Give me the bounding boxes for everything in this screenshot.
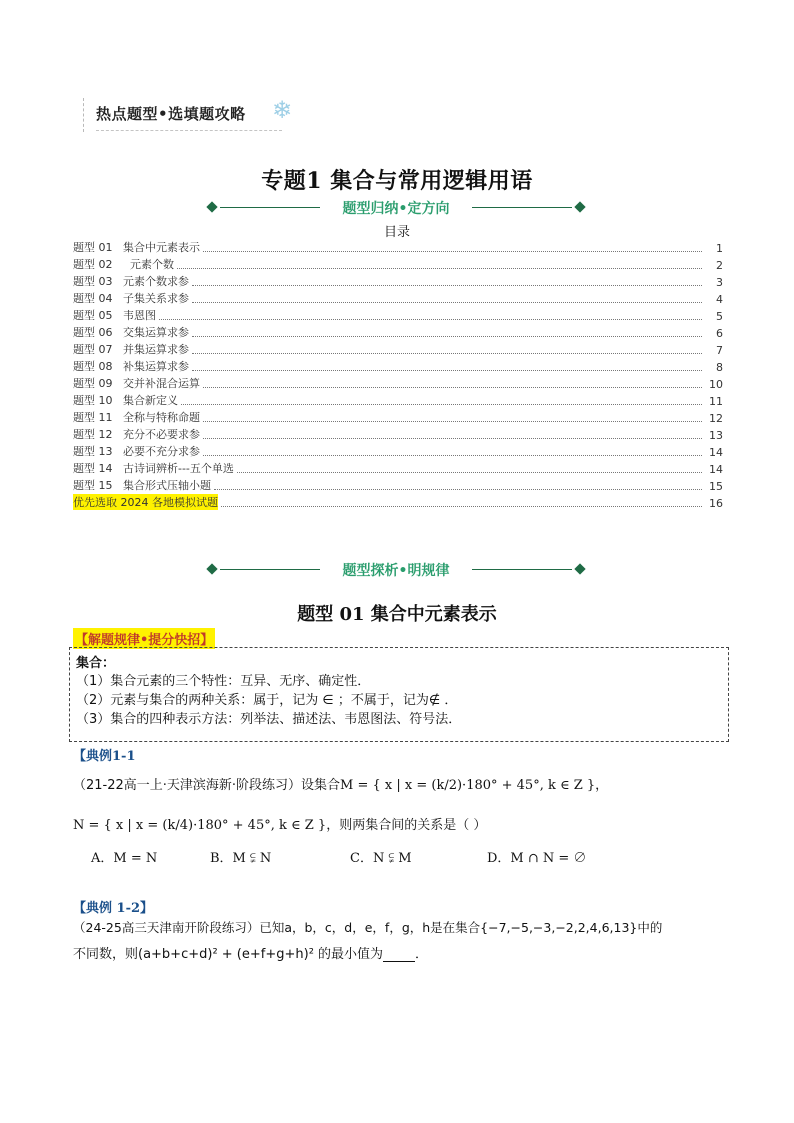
toc-leader-dots xyxy=(203,387,702,388)
toc-item-page: 5 xyxy=(716,310,723,323)
toc-leader-dots xyxy=(203,455,702,456)
toc-item-page: 1 xyxy=(716,242,723,255)
example-question: （21-22高一上·天津滨海新·阶段练习）设集合M = { x | x = (k/2)·180° + 45°, k ∈ Z }， xyxy=(73,778,609,793)
toc-item-page: 4 xyxy=(716,293,723,306)
tip-line: （2）元素与集合的两种关系：属于，记为 ∈ ；不属于，记为∉ ． xyxy=(76,693,458,708)
banner-summary xyxy=(206,198,586,218)
example2-text-cont xyxy=(73,943,428,962)
set-m-formula: M = { x | x = (k/2)·180° + 45°, k ∈ Z } xyxy=(340,778,596,793)
toc-item-page: 3 xyxy=(716,276,723,289)
toc-item[interactable] xyxy=(73,357,723,374)
banner-analysis-text: 题型探析•明规律 xyxy=(342,563,450,579)
option-c[interactable]: C．N ⫋ M xyxy=(350,851,412,866)
example-source: （21-22高一上·天津滨海新·阶段练习）设集合 xyxy=(73,778,341,793)
toc-item[interactable] xyxy=(73,323,723,340)
toc-item-page: 14 xyxy=(709,446,723,459)
toc-leader-dots xyxy=(192,370,702,371)
banner-analysis xyxy=(206,560,586,580)
toc-item-page: 16 xyxy=(709,497,723,510)
option-a[interactable]: A．M = N xyxy=(91,851,158,866)
toc-item[interactable] xyxy=(73,374,723,391)
toc-item-page: 7 xyxy=(716,344,723,357)
toc-item-label: 题型 15 集合形式压轴小题 xyxy=(73,479,211,492)
toc-item-label: 题型 02 元素个数 xyxy=(73,258,174,271)
example-question-cont xyxy=(73,814,486,833)
toc-item-label: 题型 10 集合新定义 xyxy=(73,394,178,407)
set-n-formula: N = { x | x = (k/4)·180° + 45°, k ∈ Z } xyxy=(73,818,327,833)
header-tag: 热点题型•选填题攻略 xyxy=(96,105,246,123)
toc-item-page: 6 xyxy=(716,327,723,340)
toc-item-label: 题型 06 交集运算求参 xyxy=(73,326,189,339)
toc-leader-dots xyxy=(203,438,702,439)
toc-item[interactable] xyxy=(73,272,723,289)
toc-leader-dots xyxy=(159,319,702,320)
toc-item-label: 题型 08 补集运算求参 xyxy=(73,360,189,373)
toc-leader-dots xyxy=(237,472,702,473)
toc-item-label: 优先选取 2024 各地模拟试题 xyxy=(73,496,218,509)
toc-leader-dots xyxy=(214,489,702,490)
example-label: 【典例 1-2】 xyxy=(73,901,154,916)
toc-item-page: 12 xyxy=(709,412,723,425)
section-title: 题型 01 集合中元素表示 xyxy=(297,604,497,625)
example2-end: ． xyxy=(415,947,429,962)
tip-line: （3）集合的四种表示方法：列举法、描述法、韦恩图法、符号法． xyxy=(76,712,462,727)
answer-blank xyxy=(383,949,415,962)
option-d[interactable]: D．M ∩ N = ∅ xyxy=(487,851,587,866)
toc-leader-dots xyxy=(203,421,702,422)
toc-item[interactable] xyxy=(73,476,723,493)
tip-line: （1）集合元素的三个特性：互异、无序、确定性． xyxy=(76,674,371,689)
toc-leader-dots xyxy=(192,285,702,286)
toc-item[interactable] xyxy=(73,442,723,459)
toc-leader-dots xyxy=(203,251,702,252)
toc-item-page: 11 xyxy=(709,395,723,408)
option-b[interactable]: B．M ⫋ N xyxy=(210,851,272,866)
header-divider xyxy=(83,98,84,132)
toc-item[interactable] xyxy=(73,459,723,476)
question-text: ，则两集合间的关系是（ ） xyxy=(326,818,487,833)
example2-formula: 不同数，则(a+b+c+d)² + (e+f+g+h)² 的最小值为 xyxy=(73,947,384,962)
toc-item-label: 题型 01 集合中元素表示 xyxy=(73,241,200,254)
toc-item-label: 题型 03 元素个数求参 xyxy=(73,275,189,288)
tip-heading: 集合： xyxy=(76,656,116,671)
toc-item-page: 14 xyxy=(709,463,723,476)
toc-item-page: 10 xyxy=(709,378,723,391)
toc-item-label: 题型 07 并集运算求参 xyxy=(73,343,189,356)
toc-item[interactable] xyxy=(73,238,723,255)
tip-label: 【解题规律•提分快招】 xyxy=(73,628,215,649)
toc-item-label: 题型 05 韦恩图 xyxy=(73,309,156,322)
toc-item[interactable] xyxy=(73,425,723,442)
toc-leader-dots xyxy=(221,506,702,507)
toc-item-label: 题型 13 必要不充分求参 xyxy=(73,445,200,458)
toc-leader-dots xyxy=(177,268,702,269)
toc-item-label: 题型 09 交并补混合运算 xyxy=(73,377,200,390)
toc-item-label: 题型 04 子集关系求参 xyxy=(73,292,189,305)
toc-leader-dots xyxy=(181,404,702,405)
document-title: 专题1 集合与常用逻辑用语 xyxy=(261,168,533,194)
toc-leader-dots xyxy=(192,353,702,354)
toc-item-page: 8 xyxy=(716,361,723,374)
toc-item-page: 15 xyxy=(709,480,723,493)
toc-leader-dots xyxy=(192,302,702,303)
toc-item[interactable] xyxy=(73,255,723,272)
toc-item[interactable] xyxy=(73,289,723,306)
toc-item[interactable] xyxy=(73,306,723,323)
snowflake-icon: ❄ xyxy=(272,96,293,124)
toc-item-page: 2 xyxy=(716,259,723,272)
banner-summary-text: 题型归纳•定方向 xyxy=(342,201,450,217)
toc-item[interactable] xyxy=(73,493,723,510)
toc-item-label: 题型 14 古诗词辨析---五个单选 xyxy=(73,462,234,475)
toc-item-label: 题型 12 充分不必要求参 xyxy=(73,428,200,441)
example-label: 【典例1-1 xyxy=(73,749,136,764)
example2-text: （24-25高三天津南开阶段练习）已知a，b，c，d，e，f，g，h是在集合{−7,−5,−3,−2,2,4,6,13}中的 xyxy=(73,920,663,935)
toc-leader-dots xyxy=(192,336,702,337)
header-underline xyxy=(96,130,282,131)
toc-item[interactable] xyxy=(73,391,723,408)
toc-item-page: 13 xyxy=(709,429,723,442)
toc-item[interactable] xyxy=(73,340,723,357)
toc-heading: 目录 xyxy=(383,225,410,240)
toc-item-label: 题型 11 全称与特称命题 xyxy=(73,411,200,424)
toc-item[interactable] xyxy=(73,408,723,425)
